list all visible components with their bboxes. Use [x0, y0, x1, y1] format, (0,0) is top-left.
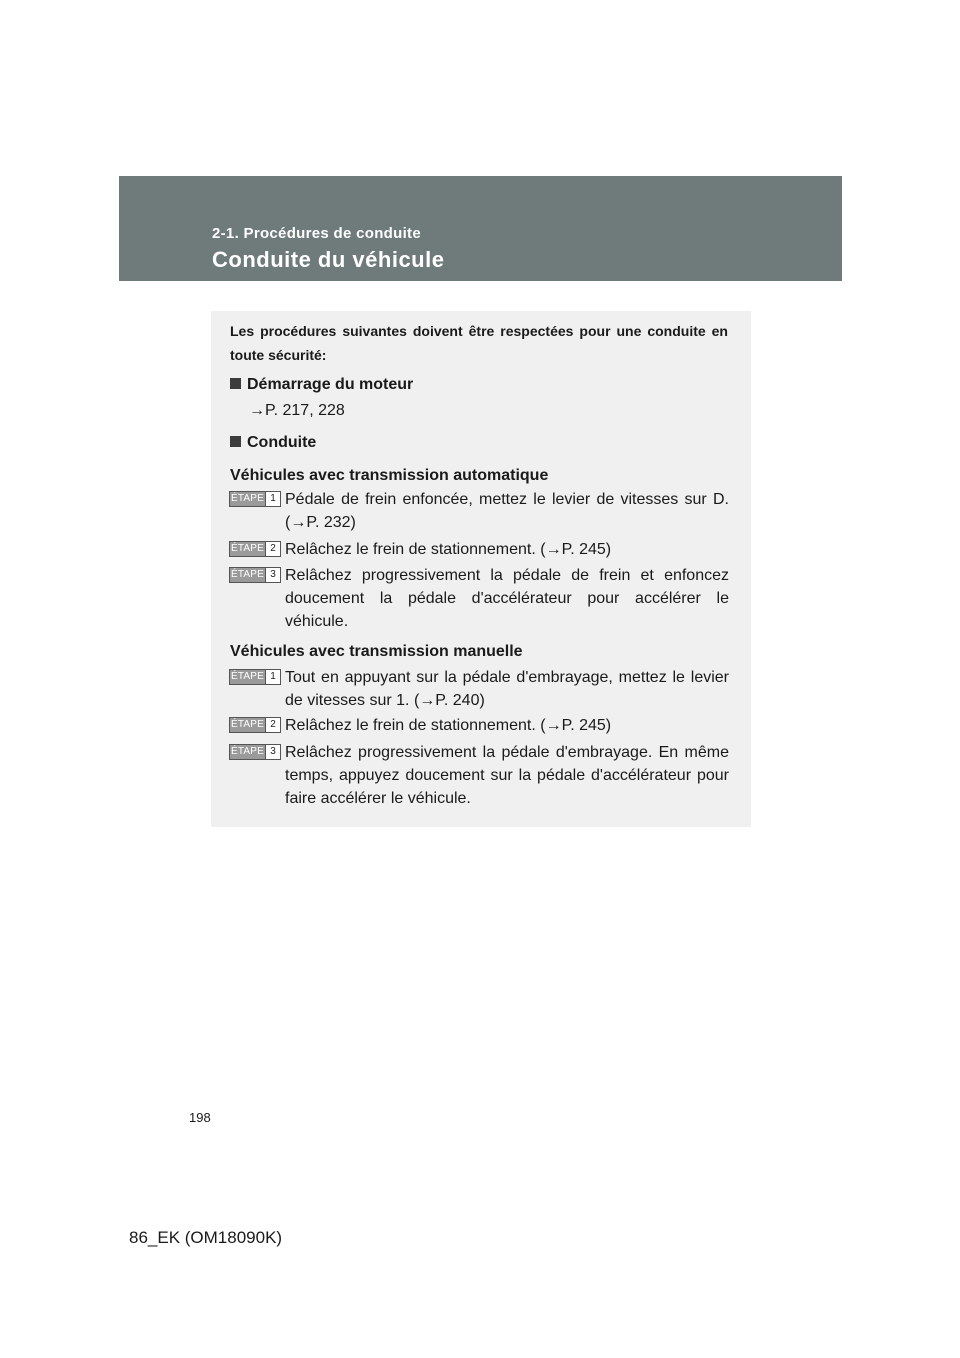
square-bullet-icon	[230, 436, 241, 447]
step-badge	[229, 717, 281, 733]
auto-step-3	[229, 564, 729, 633]
step-text: Tout en appuyant sur la pédale d'embrayage, mettez le levier de vitesses sur 1. (→P. 240)	[285, 669, 729, 709]
step-badge-number: 2	[265, 542, 280, 556]
section-label: 2-1. Procédures de conduite	[212, 225, 421, 242]
step-badge-label: ÉTAPE	[230, 493, 265, 504]
step-badge-label: ÉTAPE	[230, 543, 265, 554]
step-badge	[229, 567, 281, 583]
start-engine-heading	[230, 375, 413, 395]
step-text: Relâchez le frein de stationnement. (→P. 245)	[285, 541, 612, 558]
automatic-subheading: Véhicules avec transmission automatique	[230, 467, 549, 484]
manual-step-2	[229, 714, 729, 737]
step-badge-number: 2	[265, 718, 280, 732]
driving-heading	[230, 433, 316, 453]
step-badge-number: 1	[265, 670, 280, 684]
step-badge-label: ÉTAPE	[230, 671, 265, 682]
manual-step-3	[229, 741, 729, 810]
step-badge-label: ÉTAPE	[230, 746, 265, 757]
intro-text: Les procédures suivantes doivent être respectées pour une conduite en toute sécurité:	[230, 323, 728, 363]
step-badge-number: 3	[265, 745, 280, 759]
step-badge-label: ÉTAPE	[230, 569, 265, 580]
start-engine-heading-text: Démarrage du moteur	[247, 376, 414, 393]
chapter-header	[119, 176, 842, 281]
manual-step-1	[229, 666, 729, 712]
step-badge	[229, 491, 281, 507]
auto-step-1	[229, 488, 729, 534]
page-number: 198	[189, 1110, 211, 1125]
content-box	[211, 311, 751, 827]
step-text: Relâchez progressivement la pédale de frein et enfoncez doucement la pédale d'accélérateur pour accélérer le véhicule.	[285, 567, 729, 630]
driving-heading-text: Conduite	[247, 434, 317, 451]
step-badge	[229, 744, 281, 760]
start-engine-ref: →P. 217, 228	[249, 402, 345, 419]
page-title: Conduite du véhicule	[212, 247, 445, 272]
step-badge-number: 1	[265, 492, 280, 506]
step-badge-number: 3	[265, 568, 280, 582]
step-badge-label: ÉTAPE	[230, 719, 265, 730]
document-code: 86_EK (OM18090K)	[129, 1228, 283, 1247]
square-bullet-icon	[230, 378, 241, 389]
auto-step-2	[229, 538, 729, 561]
step-text: Pédale de frein enfoncée, mettez le levier de vitesses sur D. (→P. 232)	[285, 491, 729, 531]
step-text: Relâchez progressivement la pédale d'embrayage. En même temps, appuyez doucement sur la pédale d'accélérateur pour faire accélérer le véhicule.	[285, 744, 729, 807]
step-text: Relâchez le frein de stationnement. (→P. 245)	[285, 717, 612, 734]
step-badge	[229, 541, 281, 557]
step-badge	[229, 669, 281, 685]
manual-subheading: Véhicules avec transmission manuelle	[230, 643, 523, 660]
